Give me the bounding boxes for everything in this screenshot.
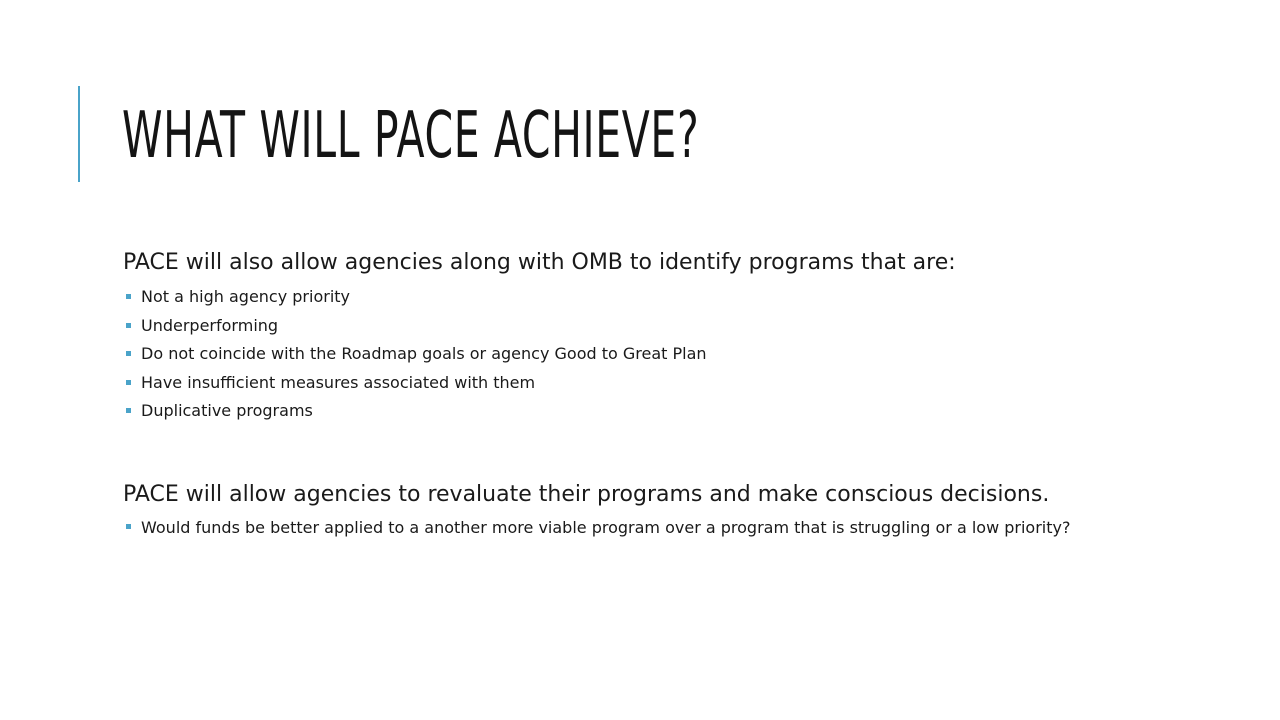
section-heading: PACE will also allow agencies along with OMB to identify programs that are:: [123, 250, 956, 275]
square-bullet-icon: [126, 351, 131, 356]
list-item-text: Not a high agency priority: [141, 287, 351, 306]
square-bullet-icon: [126, 524, 131, 529]
section-programs-identified: [123, 246, 1133, 426]
bullet-list: [123, 515, 1133, 541]
title-accent-bar: [78, 86, 80, 182]
list-item: [123, 515, 1133, 541]
square-bullet-icon: [126, 380, 131, 385]
list-item-text: Would funds be better applied to a another more viable program over a program that is struggling or a low priority?: [141, 517, 1071, 537]
list-item: [123, 340, 1133, 369]
list-item-text: Have insufficient measures associated with them: [141, 372, 536, 392]
list-item: [123, 369, 1133, 398]
list-item: [123, 397, 1133, 426]
slide-content: [123, 246, 1133, 541]
square-bullet-icon: [126, 408, 131, 413]
list-item: [123, 283, 1133, 312]
list-item-text: Underperforming: [141, 315, 279, 335]
list-item-text: Do not coincide with the Roadmap goals or agency Good to Great Plan: [141, 344, 707, 363]
section-heading: PACE will allow agencies to revaluate their programs and make conscious decisions.: [123, 481, 1050, 507]
square-bullet-icon: [126, 323, 131, 328]
section-revaluate-programs: [123, 478, 1133, 541]
square-bullet-icon: [126, 294, 131, 299]
list-item: [123, 312, 1133, 341]
bullet-list: [123, 283, 1133, 426]
list-item-text: Duplicative programs: [141, 401, 313, 420]
slide-title: WHAT WILL PACE ACHIEVE?: [122, 99, 700, 173]
